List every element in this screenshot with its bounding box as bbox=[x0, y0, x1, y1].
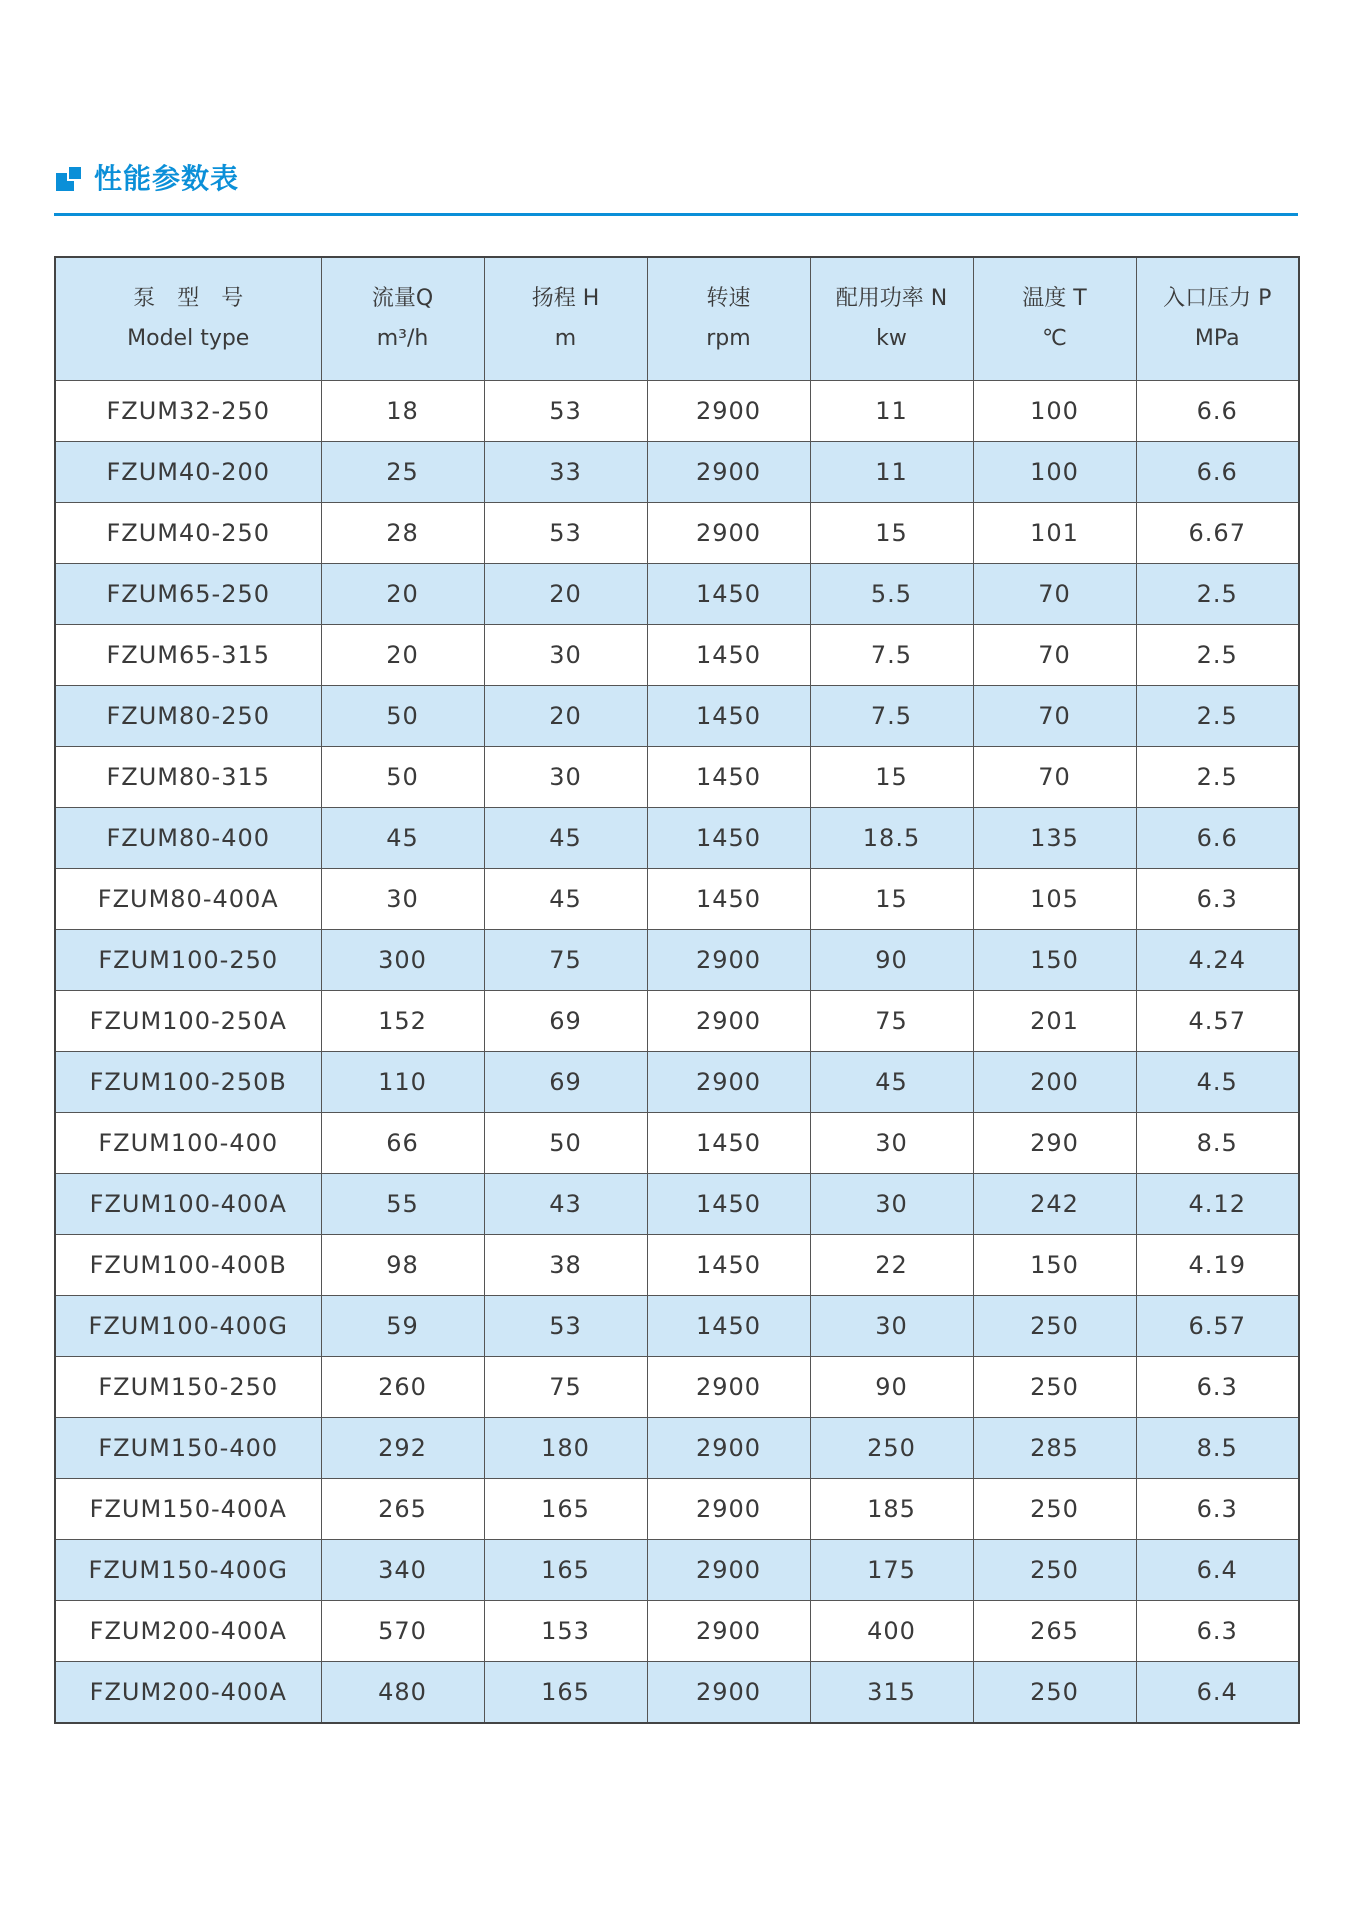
cell-speed: 2900 bbox=[647, 1052, 810, 1113]
cell-speed: 2900 bbox=[647, 1357, 810, 1418]
header-unit: kw bbox=[876, 326, 907, 351]
table-row bbox=[55, 1662, 1299, 1724]
cell-pressure: 2.5 bbox=[1136, 564, 1299, 625]
cell-speed: 2900 bbox=[647, 1601, 810, 1662]
header-divider bbox=[54, 213, 1298, 216]
header-speed bbox=[647, 257, 810, 381]
cell-speed: 1450 bbox=[647, 869, 810, 930]
cell-power: 75 bbox=[810, 991, 973, 1052]
cell-model: FZUM150-250 bbox=[55, 1357, 321, 1418]
cell-head: 69 bbox=[484, 991, 647, 1052]
cell-speed: 2900 bbox=[647, 1479, 810, 1540]
cell-speed: 2900 bbox=[647, 442, 810, 503]
cell-flow: 292 bbox=[321, 1418, 484, 1479]
cell-head: 53 bbox=[484, 503, 647, 564]
cell-head: 165 bbox=[484, 1662, 647, 1724]
cell-head: 45 bbox=[484, 808, 647, 869]
table-row bbox=[55, 747, 1299, 808]
cell-power: 175 bbox=[810, 1540, 973, 1601]
header-label: 温度 T bbox=[1022, 286, 1087, 311]
cell-flow: 300 bbox=[321, 930, 484, 991]
performance-table bbox=[54, 256, 1300, 1724]
cell-head: 20 bbox=[484, 686, 647, 747]
header-label: 流量Q bbox=[371, 286, 434, 311]
table-row bbox=[55, 869, 1299, 930]
header-head-h bbox=[484, 257, 647, 381]
cell-model: FZUM100-250 bbox=[55, 930, 321, 991]
table-body bbox=[55, 381, 1299, 1724]
cell-temperature: 200 bbox=[973, 1052, 1136, 1113]
header-unit: m³/h bbox=[376, 326, 429, 351]
cell-head: 180 bbox=[484, 1418, 647, 1479]
cell-model: FZUM80-315 bbox=[55, 747, 321, 808]
cell-head: 53 bbox=[484, 1296, 647, 1357]
cell-flow: 50 bbox=[321, 747, 484, 808]
cell-power: 11 bbox=[810, 381, 973, 442]
cell-flow: 20 bbox=[321, 564, 484, 625]
cell-power: 15 bbox=[810, 747, 973, 808]
cell-speed: 1450 bbox=[647, 1296, 810, 1357]
cell-model: FZUM40-200 bbox=[55, 442, 321, 503]
table-row bbox=[55, 564, 1299, 625]
cell-model: FZUM100-400A bbox=[55, 1174, 321, 1235]
cell-flow: 265 bbox=[321, 1479, 484, 1540]
cell-flow: 480 bbox=[321, 1662, 484, 1724]
header-unit: MPa bbox=[1194, 326, 1240, 351]
cell-head: 45 bbox=[484, 869, 647, 930]
cell-pressure: 8.5 bbox=[1136, 1113, 1299, 1174]
cell-power: 15 bbox=[810, 503, 973, 564]
cell-model: FZUM32-250 bbox=[55, 381, 321, 442]
cell-pressure: 6.6 bbox=[1136, 808, 1299, 869]
cell-model: FZUM80-400A bbox=[55, 869, 321, 930]
cell-speed: 1450 bbox=[647, 1235, 810, 1296]
cell-temperature: 150 bbox=[973, 1235, 1136, 1296]
cell-head: 53 bbox=[484, 381, 647, 442]
header-unit: Model type bbox=[127, 326, 250, 351]
table-row bbox=[55, 1479, 1299, 1540]
cell-temperature: 100 bbox=[973, 381, 1136, 442]
table-row bbox=[55, 381, 1299, 442]
header-unit: ℃ bbox=[1042, 326, 1067, 351]
cell-flow: 45 bbox=[321, 808, 484, 869]
cell-power: 30 bbox=[810, 1113, 973, 1174]
header-label: 配用功率 N bbox=[835, 286, 948, 311]
header-unit: m bbox=[554, 326, 577, 351]
cell-pressure: 2.5 bbox=[1136, 686, 1299, 747]
cell-model: FZUM65-315 bbox=[55, 625, 321, 686]
cell-flow: 66 bbox=[321, 1113, 484, 1174]
cell-temperature: 250 bbox=[973, 1662, 1136, 1724]
cell-power: 45 bbox=[810, 1052, 973, 1113]
header-label: 泵 型 号 bbox=[133, 286, 244, 311]
cell-power: 15 bbox=[810, 869, 973, 930]
table-row bbox=[55, 625, 1299, 686]
cell-flow: 18 bbox=[321, 381, 484, 442]
cell-temperature: 290 bbox=[973, 1113, 1136, 1174]
cell-flow: 570 bbox=[321, 1601, 484, 1662]
cell-pressure: 4.12 bbox=[1136, 1174, 1299, 1235]
cell-model: FZUM80-400 bbox=[55, 808, 321, 869]
cell-model: FZUM100-400B bbox=[55, 1235, 321, 1296]
cell-model: FZUM200-400A bbox=[55, 1662, 321, 1724]
cell-pressure: 6.4 bbox=[1136, 1662, 1299, 1724]
cell-model: FZUM100-250B bbox=[55, 1052, 321, 1113]
cell-head: 38 bbox=[484, 1235, 647, 1296]
table-row bbox=[55, 1052, 1299, 1113]
header-power-n bbox=[810, 257, 973, 381]
cell-power: 250 bbox=[810, 1418, 973, 1479]
square-bullet-icon bbox=[56, 167, 80, 191]
cell-flow: 260 bbox=[321, 1357, 484, 1418]
cell-model: FZUM80-250 bbox=[55, 686, 321, 747]
cell-speed: 1450 bbox=[647, 625, 810, 686]
table-row bbox=[55, 503, 1299, 564]
header-temperature-t bbox=[973, 257, 1136, 381]
cell-power: 11 bbox=[810, 442, 973, 503]
cell-temperature: 250 bbox=[973, 1357, 1136, 1418]
cell-temperature: 100 bbox=[973, 442, 1136, 503]
cell-head: 153 bbox=[484, 1601, 647, 1662]
cell-pressure: 6.3 bbox=[1136, 1357, 1299, 1418]
cell-pressure: 4.19 bbox=[1136, 1235, 1299, 1296]
cell-temperature: 250 bbox=[973, 1296, 1136, 1357]
cell-speed: 2900 bbox=[647, 1540, 810, 1601]
header-model-type bbox=[55, 257, 321, 381]
cell-temperature: 70 bbox=[973, 747, 1136, 808]
cell-pressure: 2.5 bbox=[1136, 625, 1299, 686]
table-row bbox=[55, 1235, 1299, 1296]
cell-head: 165 bbox=[484, 1540, 647, 1601]
cell-power: 22 bbox=[810, 1235, 973, 1296]
cell-head: 30 bbox=[484, 747, 647, 808]
cell-flow: 59 bbox=[321, 1296, 484, 1357]
cell-power: 5.5 bbox=[810, 564, 973, 625]
cell-power: 7.5 bbox=[810, 625, 973, 686]
table-row bbox=[55, 686, 1299, 747]
cell-model: FZUM150-400 bbox=[55, 1418, 321, 1479]
cell-speed: 1450 bbox=[647, 1174, 810, 1235]
cell-flow: 152 bbox=[321, 991, 484, 1052]
cell-model: FZUM100-400G bbox=[55, 1296, 321, 1357]
cell-flow: 340 bbox=[321, 1540, 484, 1601]
header-inlet-pressure-p bbox=[1136, 257, 1299, 381]
cell-head: 69 bbox=[484, 1052, 647, 1113]
table-row bbox=[55, 1418, 1299, 1479]
table-row bbox=[55, 808, 1299, 869]
table-row bbox=[55, 1296, 1299, 1357]
cell-flow: 28 bbox=[321, 503, 484, 564]
cell-flow: 25 bbox=[321, 442, 484, 503]
cell-head: 20 bbox=[484, 564, 647, 625]
cell-flow: 55 bbox=[321, 1174, 484, 1235]
cell-temperature: 70 bbox=[973, 625, 1136, 686]
cell-pressure: 8.5 bbox=[1136, 1418, 1299, 1479]
header-label: 转速 bbox=[706, 286, 751, 311]
section-title: 性能参数表 bbox=[94, 162, 240, 195]
section-header bbox=[54, 158, 1298, 216]
cell-pressure: 6.6 bbox=[1136, 381, 1299, 442]
cell-head: 43 bbox=[484, 1174, 647, 1235]
cell-power: 185 bbox=[810, 1479, 973, 1540]
cell-flow: 50 bbox=[321, 686, 484, 747]
cell-pressure: 6.3 bbox=[1136, 1479, 1299, 1540]
cell-pressure: 6.6 bbox=[1136, 442, 1299, 503]
table-row bbox=[55, 1601, 1299, 1662]
cell-temperature: 250 bbox=[973, 1479, 1136, 1540]
cell-pressure: 4.5 bbox=[1136, 1052, 1299, 1113]
cell-pressure: 4.24 bbox=[1136, 930, 1299, 991]
cell-temperature: 250 bbox=[973, 1540, 1136, 1601]
cell-head: 75 bbox=[484, 1357, 647, 1418]
cell-flow: 30 bbox=[321, 869, 484, 930]
table-row bbox=[55, 930, 1299, 991]
cell-model: FZUM150-400A bbox=[55, 1479, 321, 1540]
cell-model: FZUM100-250A bbox=[55, 991, 321, 1052]
cell-pressure: 6.3 bbox=[1136, 1601, 1299, 1662]
cell-pressure: 6.57 bbox=[1136, 1296, 1299, 1357]
cell-temperature: 105 bbox=[973, 869, 1136, 930]
cell-temperature: 242 bbox=[973, 1174, 1136, 1235]
table-row bbox=[55, 1540, 1299, 1601]
header-flow-q bbox=[321, 257, 484, 381]
cell-model: FZUM100-400 bbox=[55, 1113, 321, 1174]
cell-pressure: 6.67 bbox=[1136, 503, 1299, 564]
cell-model: FZUM65-250 bbox=[55, 564, 321, 625]
table-row bbox=[55, 442, 1299, 503]
cell-pressure: 6.4 bbox=[1136, 1540, 1299, 1601]
cell-speed: 2900 bbox=[647, 503, 810, 564]
cell-speed: 2900 bbox=[647, 1418, 810, 1479]
table-row bbox=[55, 1174, 1299, 1235]
cell-pressure: 2.5 bbox=[1136, 747, 1299, 808]
cell-temperature: 70 bbox=[973, 686, 1136, 747]
cell-speed: 1450 bbox=[647, 747, 810, 808]
cell-power: 7.5 bbox=[810, 686, 973, 747]
cell-speed: 2900 bbox=[647, 1662, 810, 1724]
cell-speed: 2900 bbox=[647, 381, 810, 442]
cell-power: 30 bbox=[810, 1174, 973, 1235]
table-header-row bbox=[55, 257, 1299, 381]
cell-model: FZUM40-250 bbox=[55, 503, 321, 564]
cell-speed: 1450 bbox=[647, 686, 810, 747]
table-row bbox=[55, 991, 1299, 1052]
cell-temperature: 201 bbox=[973, 991, 1136, 1052]
cell-temperature: 265 bbox=[973, 1601, 1136, 1662]
cell-flow: 20 bbox=[321, 625, 484, 686]
cell-speed: 2900 bbox=[647, 930, 810, 991]
cell-head: 165 bbox=[484, 1479, 647, 1540]
cell-power: 30 bbox=[810, 1296, 973, 1357]
header-label: 入口压力 P bbox=[1163, 286, 1272, 311]
cell-model: FZUM200-400A bbox=[55, 1601, 321, 1662]
cell-temperature: 150 bbox=[973, 930, 1136, 991]
cell-head: 75 bbox=[484, 930, 647, 991]
cell-head: 30 bbox=[484, 625, 647, 686]
cell-pressure: 6.3 bbox=[1136, 869, 1299, 930]
cell-flow: 110 bbox=[321, 1052, 484, 1113]
cell-speed: 1450 bbox=[647, 808, 810, 869]
cell-power: 90 bbox=[810, 930, 973, 991]
header-label: 扬程 H bbox=[531, 286, 600, 311]
cell-temperature: 70 bbox=[973, 564, 1136, 625]
cell-power: 400 bbox=[810, 1601, 973, 1662]
cell-temperature: 135 bbox=[973, 808, 1136, 869]
cell-speed: 1450 bbox=[647, 564, 810, 625]
cell-speed: 2900 bbox=[647, 991, 810, 1052]
cell-head: 33 bbox=[484, 442, 647, 503]
table-row bbox=[55, 1357, 1299, 1418]
cell-flow: 98 bbox=[321, 1235, 484, 1296]
cell-temperature: 285 bbox=[973, 1418, 1136, 1479]
cell-head: 50 bbox=[484, 1113, 647, 1174]
cell-speed: 1450 bbox=[647, 1113, 810, 1174]
cell-power: 18.5 bbox=[810, 808, 973, 869]
cell-power: 315 bbox=[810, 1662, 973, 1724]
cell-pressure: 4.57 bbox=[1136, 991, 1299, 1052]
header-unit: rpm bbox=[706, 326, 751, 351]
cell-model: FZUM150-400G bbox=[55, 1540, 321, 1601]
cell-temperature: 101 bbox=[973, 503, 1136, 564]
table-row bbox=[55, 1113, 1299, 1174]
cell-power: 90 bbox=[810, 1357, 973, 1418]
